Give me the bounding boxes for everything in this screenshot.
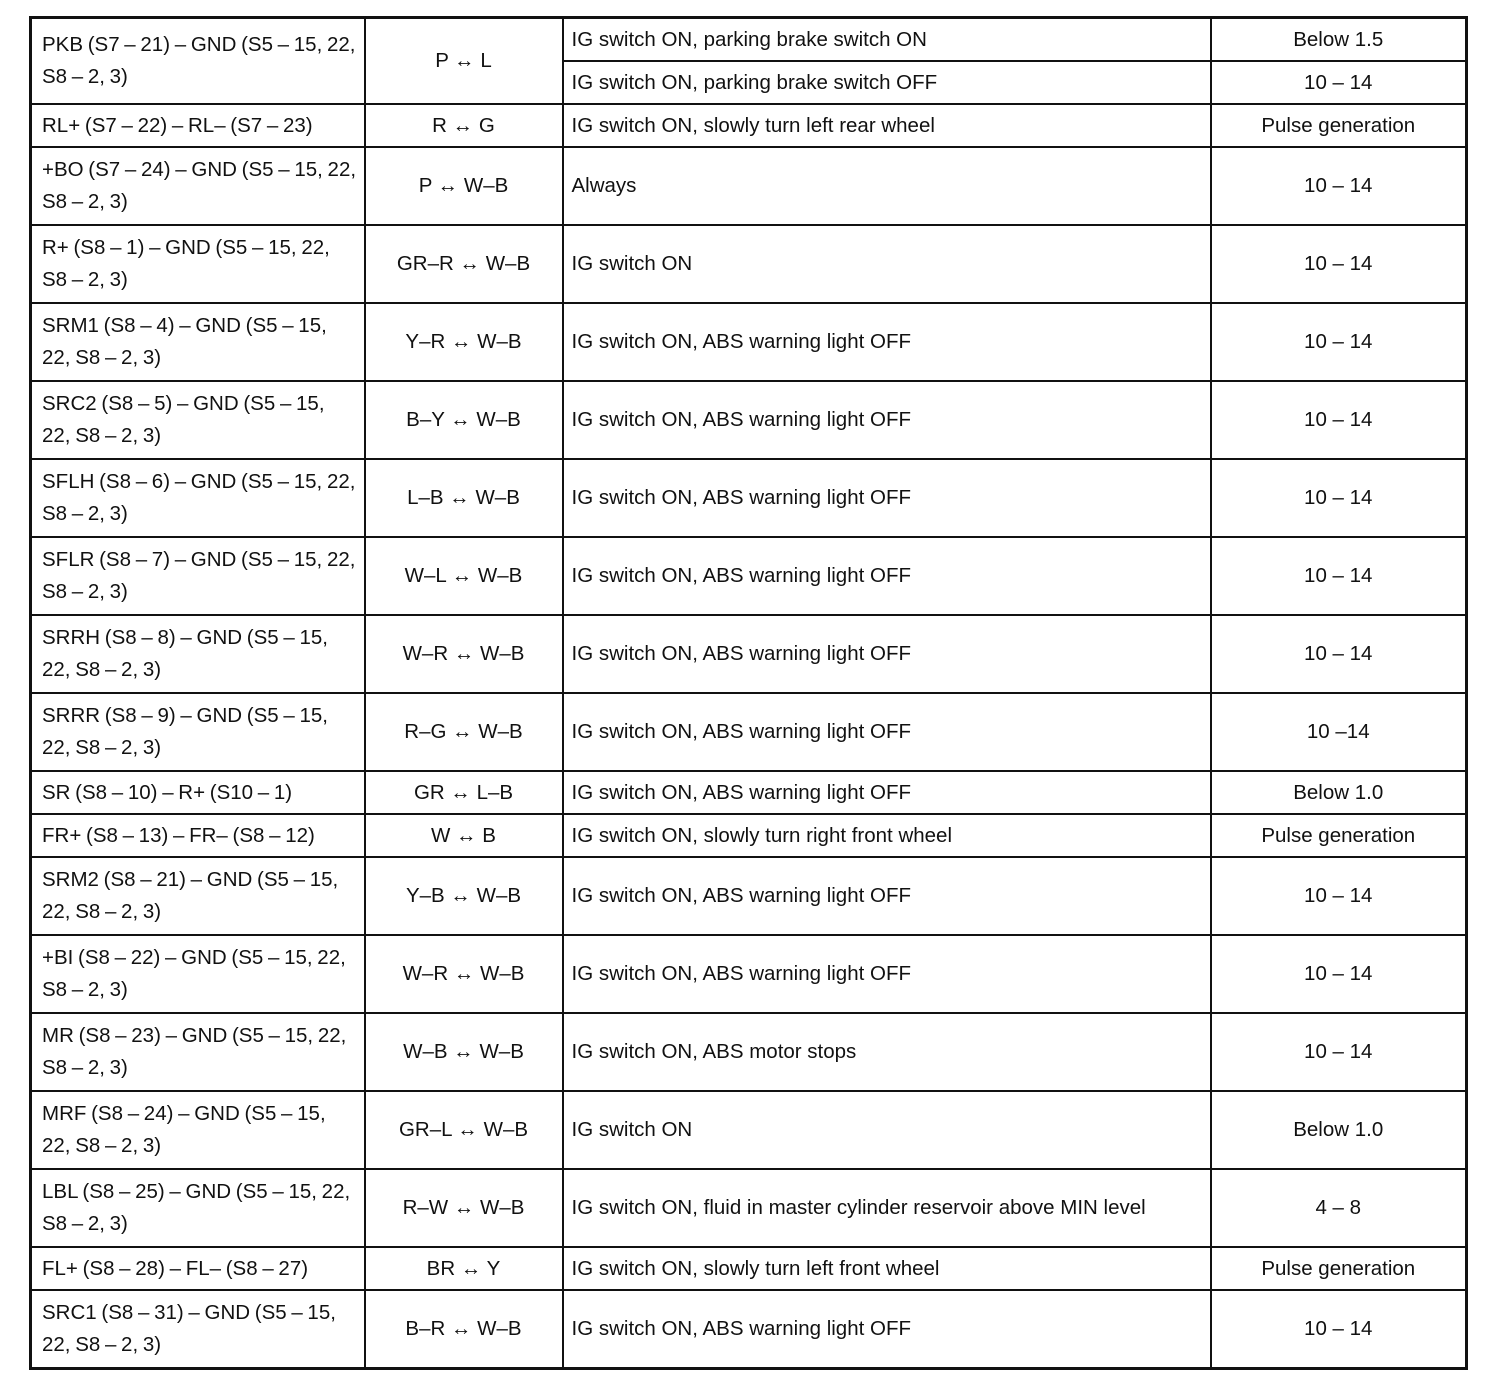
table-row — [31, 18, 1467, 62]
condition-cell: IG switch ON, fluid in master cylinder reservoir above MIN level — [563, 1169, 1211, 1247]
specified-value-cell: 10 – 14 — [1211, 459, 1467, 537]
terminal-cell: SRM2 (S8 – 21) – GND (S5 – 15, 22, S8 – 2, 3) — [31, 857, 365, 935]
terminal-cell: +BI (S8 – 22) – GND (S5 – 15, 22, S8 – 2, 3) — [31, 935, 365, 1013]
specified-value-cell: Below 1.5 — [1211, 18, 1467, 62]
condition-cell: IG switch ON — [563, 225, 1211, 303]
specified-value-cell: 10 – 14 — [1211, 61, 1467, 104]
specified-value-cell: 10 – 14 — [1211, 615, 1467, 693]
condition-cell: IG switch ON, ABS warning light OFF — [563, 693, 1211, 771]
condition-cell: IG switch ON, ABS warning light OFF — [563, 303, 1211, 381]
terminal-cell: PKB (S7 – 21) – GND (S5 – 15, 22, S8 – 2, 3) — [31, 18, 365, 105]
terminal-cell: SRRR (S8 – 9) – GND (S5 – 15, 22, S8 – 2, 3) — [31, 693, 365, 771]
specified-value-cell: 10 – 14 — [1211, 225, 1467, 303]
specified-value-cell: Pulse generation — [1211, 1247, 1467, 1290]
specified-value-cell: 4 – 8 — [1211, 1169, 1467, 1247]
terminal-cell: SRM1 (S8 – 4) – GND (S5 – 15, 22, S8 – 2, 3) — [31, 303, 365, 381]
table-row — [31, 1247, 1467, 1290]
condition-cell: IG switch ON, ABS warning light OFF — [563, 1290, 1211, 1369]
specified-value-cell: 10 – 14 — [1211, 537, 1467, 615]
table-row — [31, 225, 1467, 303]
specified-value-cell: 10 – 14 — [1211, 935, 1467, 1013]
table-row — [31, 381, 1467, 459]
specified-value-cell: Pulse generation — [1211, 104, 1467, 147]
terminal-cell: MR (S8 – 23) – GND (S5 – 15, 22, S8 – 2, 3) — [31, 1013, 365, 1091]
table-row — [31, 459, 1467, 537]
table-row — [31, 615, 1467, 693]
wire-color-cell: P ↔ W–B — [365, 147, 563, 225]
condition-cell: Always — [563, 147, 1211, 225]
wire-color-cell: R ↔ G — [365, 104, 563, 147]
specified-value-cell: Below 1.0 — [1211, 1091, 1467, 1169]
table-row — [31, 814, 1467, 857]
terminal-cell: SRC1 (S8 – 31) – GND (S5 – 15, 22, S8 – 2, 3) — [31, 1290, 365, 1369]
condition-cell: IG switch ON, ABS warning light OFF — [563, 935, 1211, 1013]
terminal-cell: FL+ (S8 – 28) – FL– (S8 – 27) — [31, 1247, 365, 1290]
specified-value-cell: 10 – 14 — [1211, 1013, 1467, 1091]
specified-value-cell: 10 – 14 — [1211, 381, 1467, 459]
table-row — [31, 1013, 1467, 1091]
condition-cell: IG switch ON, ABS warning light OFF — [563, 771, 1211, 814]
table-row — [31, 1091, 1467, 1169]
wire-color-cell: L–B ↔ W–B — [365, 459, 563, 537]
terminal-cell: FR+ (S8 – 13) – FR– (S8 – 12) — [31, 814, 365, 857]
terminal-cell: SFLH (S8 – 6) – GND (S5 – 15, 22, S8 – 2, 3) — [31, 459, 365, 537]
condition-cell: IG switch ON, ABS motor stops — [563, 1013, 1211, 1091]
wire-color-cell: GR–R ↔ W–B — [365, 225, 563, 303]
wire-color-cell: B–R ↔ W–B — [365, 1290, 563, 1369]
terminal-cell: RL+ (S7 – 22) – RL– (S7 – 23) — [31, 104, 365, 147]
table-row — [31, 935, 1467, 1013]
wire-color-cell: W–B ↔ W–B — [365, 1013, 563, 1091]
condition-cell: IG switch ON — [563, 1091, 1211, 1169]
wire-color-cell: Y–R ↔ W–B — [365, 303, 563, 381]
wire-color-cell: R–G ↔ W–B — [365, 693, 563, 771]
table-row — [31, 693, 1467, 771]
condition-cell: IG switch ON, parking brake switch OFF — [563, 61, 1211, 104]
wire-color-cell: W ↔ B — [365, 814, 563, 857]
condition-cell: IG switch ON, ABS warning light OFF — [563, 857, 1211, 935]
wire-color-cell: P ↔ L — [365, 18, 563, 105]
table-row — [31, 1290, 1467, 1369]
condition-cell: IG switch ON, slowly turn right front wheel — [563, 814, 1211, 857]
table-row — [31, 104, 1467, 147]
wire-color-cell: Y–B ↔ W–B — [365, 857, 563, 935]
condition-cell: IG switch ON, ABS warning light OFF — [563, 537, 1211, 615]
terminal-cell: SRC2 (S8 – 5) – GND (S5 – 15, 22, S8 – 2, 3) — [31, 381, 365, 459]
terminal-cell: SR (S8 – 10) – R+ (S10 – 1) — [31, 771, 365, 814]
wire-color-cell: GR–L ↔ W–B — [365, 1091, 563, 1169]
table-row — [31, 147, 1467, 225]
table-body — [31, 18, 1467, 1369]
terminal-cell: R+ (S8 – 1) – GND (S5 – 15, 22, S8 – 2, 3) — [31, 225, 365, 303]
specified-value-cell: Below 1.0 — [1211, 771, 1467, 814]
wire-color-cell: W–L ↔ W–B — [365, 537, 563, 615]
wire-color-cell: W–R ↔ W–B — [365, 615, 563, 693]
specified-value-cell: 10 – 14 — [1211, 303, 1467, 381]
condition-cell: IG switch ON, slowly turn left front wheel — [563, 1247, 1211, 1290]
terminal-cell: +BO (S7 – 24) – GND (S5 – 15, 22, S8 – 2, 3) — [31, 147, 365, 225]
wire-color-cell: BR ↔ Y — [365, 1247, 563, 1290]
specified-value-cell: 10 – 14 — [1211, 1290, 1467, 1369]
specified-value-cell: 10 – 14 — [1211, 147, 1467, 225]
terminal-cell: SFLR (S8 – 7) – GND (S5 – 15, 22, S8 – 2, 3) — [31, 537, 365, 615]
condition-cell: IG switch ON, ABS warning light OFF — [563, 459, 1211, 537]
terminal-cell: SRRH (S8 – 8) – GND (S5 – 15, 22, S8 – 2, 3) — [31, 615, 365, 693]
condition-cell: IG switch ON, parking brake switch ON — [563, 18, 1211, 62]
terminal-spec-table — [29, 16, 1468, 1370]
wire-color-cell: W–R ↔ W–B — [365, 935, 563, 1013]
specified-value-cell: 10 –14 — [1211, 693, 1467, 771]
wire-color-cell: GR ↔ L–B — [365, 771, 563, 814]
specified-value-cell: 10 – 14 — [1211, 857, 1467, 935]
wire-color-cell: B–Y ↔ W–B — [365, 381, 563, 459]
wire-color-cell: R–W ↔ W–B — [365, 1169, 563, 1247]
table-row — [31, 1169, 1467, 1247]
table-row — [31, 303, 1467, 381]
specified-value-cell: Pulse generation — [1211, 814, 1467, 857]
terminal-cell: LBL (S8 – 25) – GND (S5 – 15, 22, S8 – 2, 3) — [31, 1169, 365, 1247]
table-row — [31, 771, 1467, 814]
condition-cell: IG switch ON, ABS warning light OFF — [563, 615, 1211, 693]
condition-cell: IG switch ON, slowly turn left rear wheel — [563, 104, 1211, 147]
table-row — [31, 537, 1467, 615]
condition-cell: IG switch ON, ABS warning light OFF — [563, 381, 1211, 459]
terminal-cell: MRF (S8 – 24) – GND (S5 – 15, 22, S8 – 2, 3) — [31, 1091, 365, 1169]
table-row — [31, 857, 1467, 935]
